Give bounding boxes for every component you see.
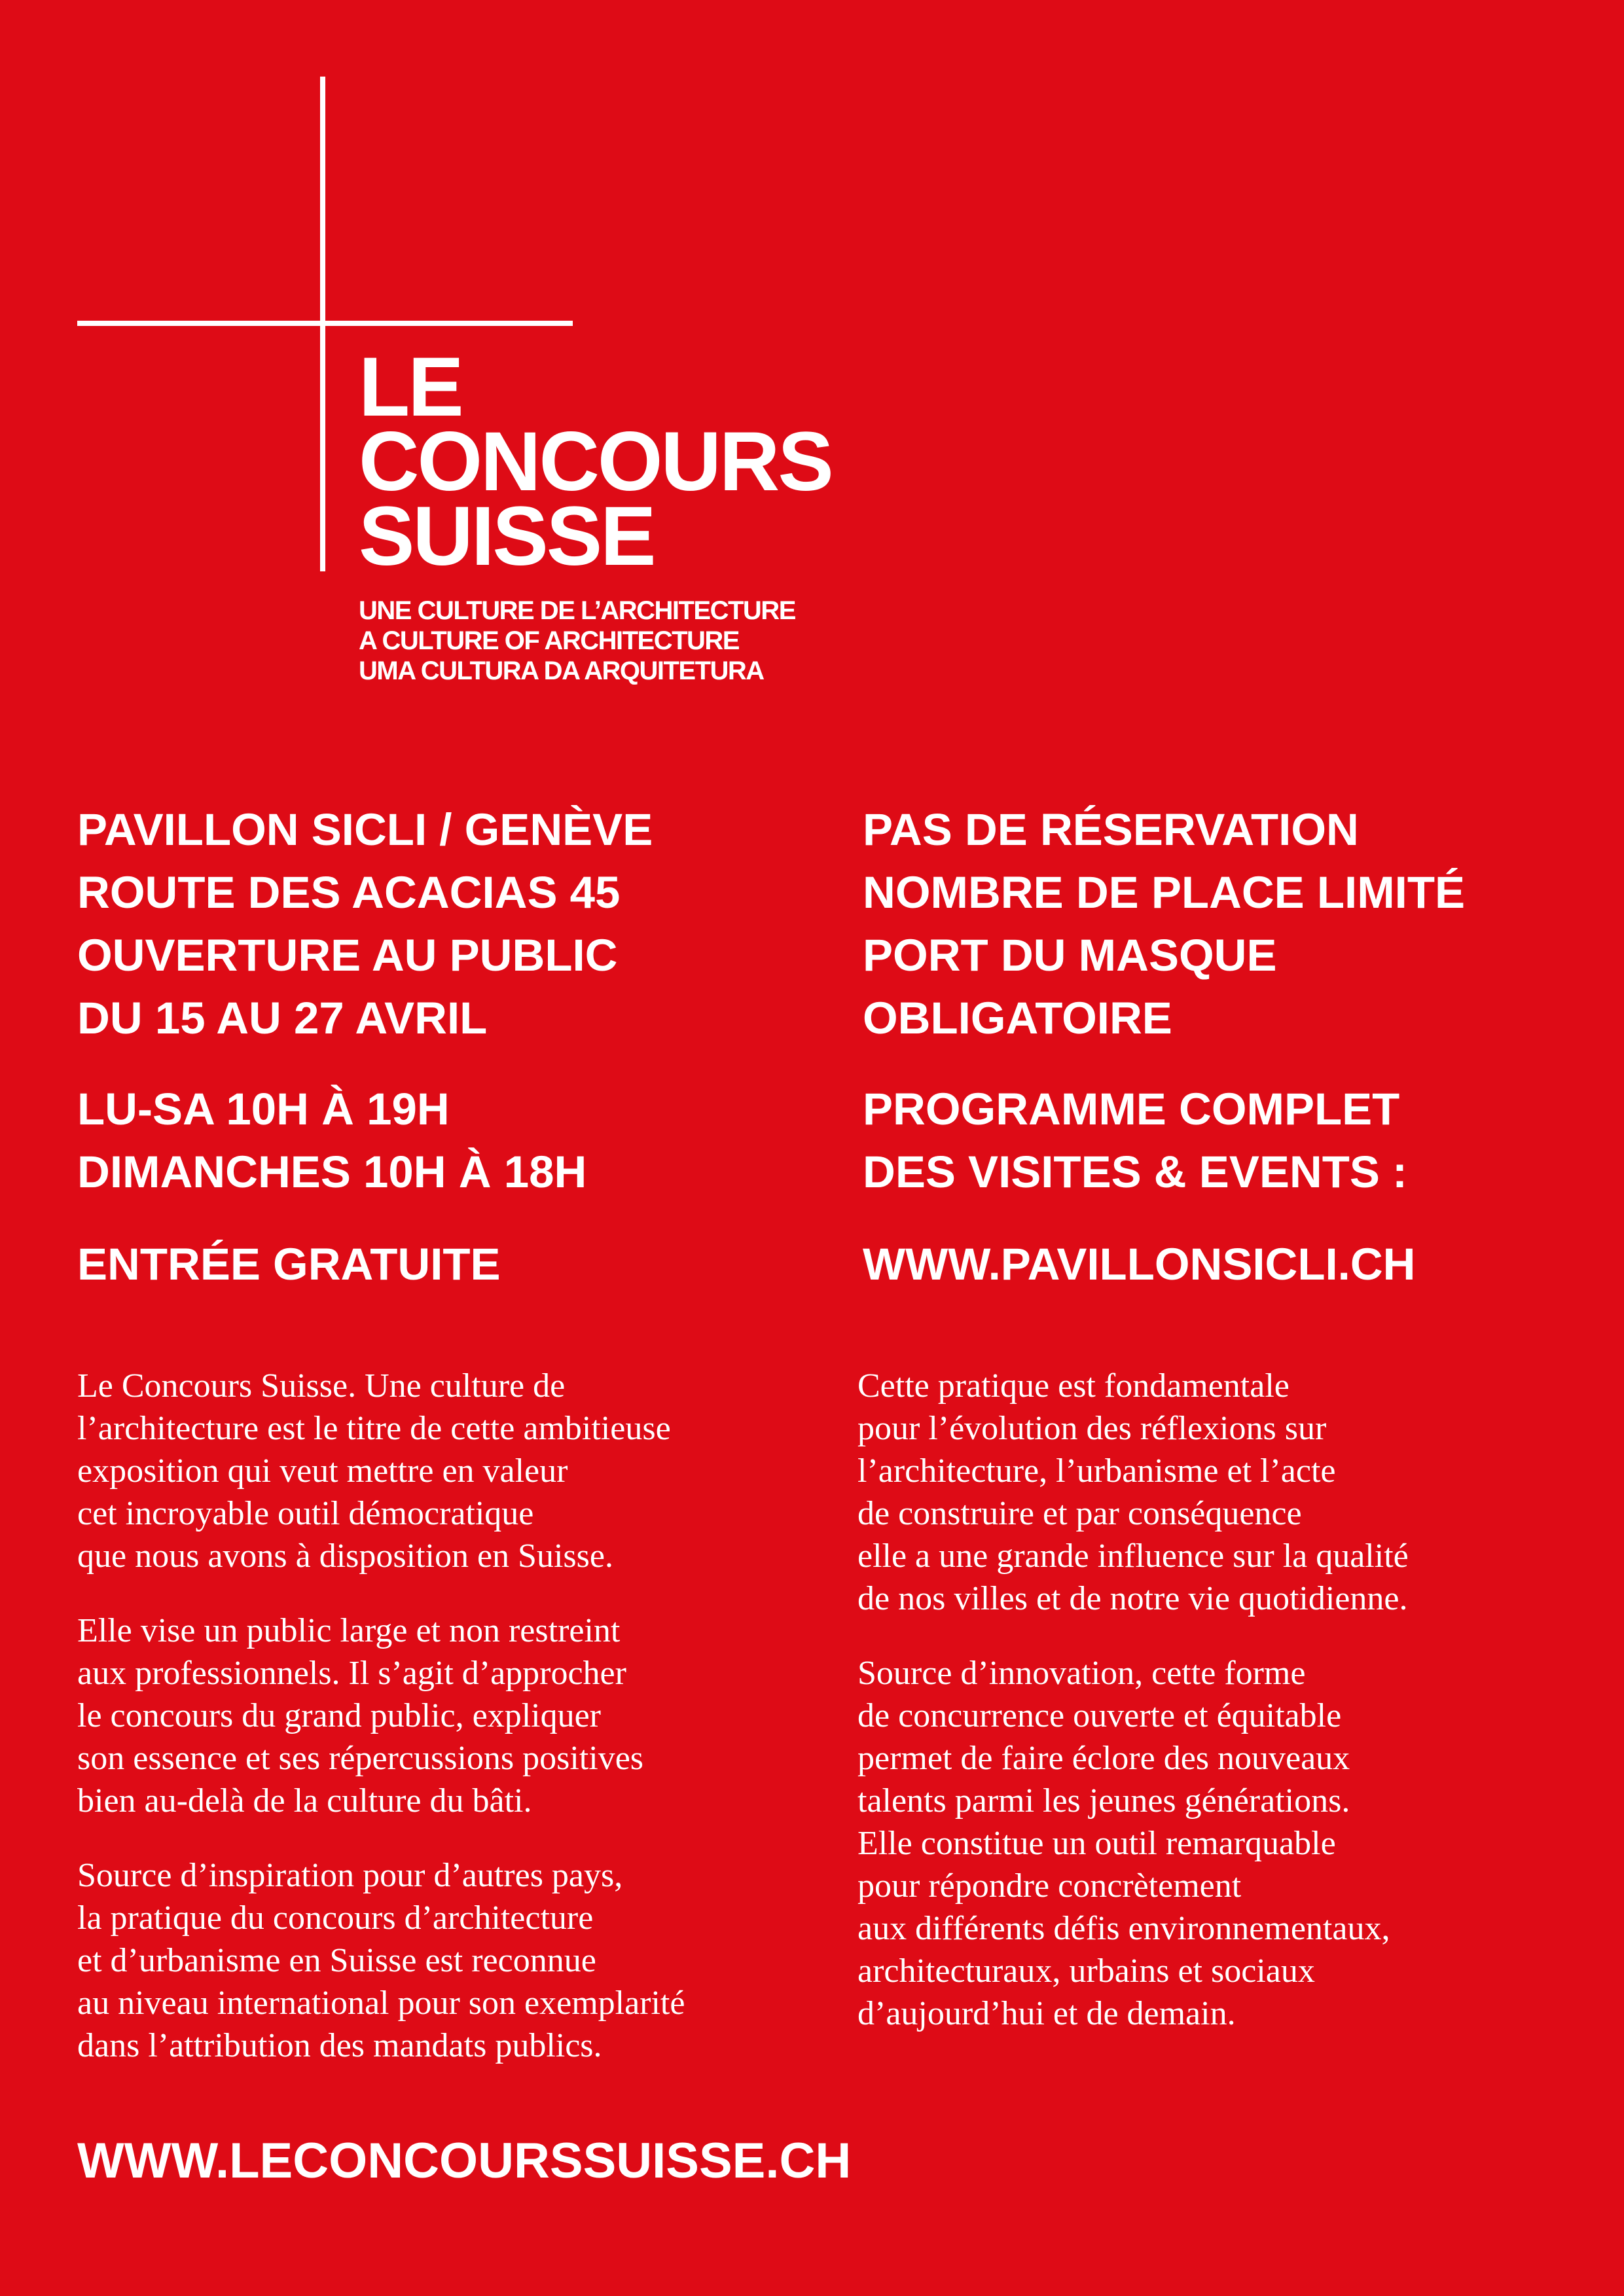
paragraph xyxy=(857,1365,1591,1620)
text-line: de construire et par conséquence xyxy=(857,1495,1302,1532)
logo-title xyxy=(359,340,832,583)
tagline-line: A CULTURE OF ARCHITECTURE xyxy=(359,626,739,655)
text-line: que nous avons à disposition en Suisse. xyxy=(77,1537,613,1575)
logo-title-line: SUISSE xyxy=(359,490,655,583)
visit-notice xyxy=(863,798,1465,1050)
text-line: dans l’attribution des mandats publics. xyxy=(77,2027,602,2064)
venue-line: DU 15 AU 27 AVRIL xyxy=(77,993,488,1043)
entry-text: ENTRÉE GRATUITE xyxy=(77,1239,501,1289)
text-line: Source d’inspiration pour d’autres pays, xyxy=(77,1857,623,1894)
text-line: aux différents défis environnementaux, xyxy=(857,1910,1390,1947)
notice-line: PORT DU MASQUE xyxy=(863,930,1277,980)
logo-tagline xyxy=(359,596,795,686)
text-line: elle a une grande influence sur la qualité xyxy=(857,1537,1409,1575)
text-line: Le Concours Suisse. Une culture de xyxy=(77,1367,566,1405)
entry-info xyxy=(77,1233,501,1296)
tagline-line: UNE CULTURE DE L’ARCHITECTURE xyxy=(359,596,795,625)
description-right xyxy=(857,1365,1591,2067)
text-line: le concours du grand public, expliquer xyxy=(77,1697,601,1734)
text-line: l’architecture, l’urbanisme et l’acte xyxy=(857,1452,1336,1490)
venue-info xyxy=(77,798,653,1050)
text-line: aux professionnels. Il s’agit d’approcher xyxy=(77,1655,626,1692)
text-line: de nos villes et de notre vie quotidienne. xyxy=(857,1580,1408,1617)
description-left xyxy=(77,1365,810,2099)
logo-cross-horizontal-line xyxy=(77,321,573,326)
logo-title-line: LE xyxy=(359,340,462,434)
notice-line: PAS DE RÉSERVATION xyxy=(863,804,1359,855)
venue-line: PAVILLON SICLI / GENÈVE xyxy=(77,804,653,855)
text-line: architecturaux, urbains et sociaux xyxy=(857,1952,1315,1990)
notice-line: OBLIGATOIRE xyxy=(863,993,1172,1043)
program-line: DES VISITES & EVENTS : xyxy=(863,1147,1408,1197)
text-line: cet incroyable outil démocratique xyxy=(77,1495,534,1532)
website-link[interactable]: WWW.LECONCOURSSUISSE.CH xyxy=(77,2133,852,2189)
text-line: pour répondre concrètement xyxy=(857,1867,1242,1905)
opening-hours xyxy=(77,1078,586,1204)
venue-line: OUVERTURE AU PUBLIC xyxy=(77,930,618,980)
text-line: Elle vise un public large et non restreint xyxy=(77,1612,621,1649)
program-line: PROGRAMME COMPLET xyxy=(863,1084,1400,1134)
paragraph xyxy=(857,1652,1591,2035)
text-line: Source d’innovation, cette forme xyxy=(857,1655,1306,1692)
venue-line: ROUTE DES ACACIAS 45 xyxy=(77,867,621,918)
tagline-line: UMA CULTURA DA ARQUITETURA xyxy=(359,656,764,685)
text-line: d’aujourd’hui et de demain. xyxy=(857,1995,1236,2032)
text-line: et d’urbanisme en Suisse est reconnue xyxy=(77,1942,596,1979)
text-line: au niveau international pour son exemplarité xyxy=(77,1984,685,2022)
text-line: bien au-delà de la culture du bâti. xyxy=(77,1782,532,1820)
program-link[interactable] xyxy=(863,1233,1416,1296)
text-line: talents parmi les jeunes générations. xyxy=(857,1782,1350,1820)
text-line: la pratique du concours d’architecture xyxy=(77,1899,594,1937)
text-line: permet de faire éclore des nouveaux xyxy=(857,1740,1350,1777)
text-line: de concurrence ouverte et équitable xyxy=(857,1697,1342,1734)
text-line: Cette pratique est fondamentale xyxy=(857,1367,1290,1405)
program-url[interactable]: WWW.PAVILLONSICLI.CH xyxy=(863,1239,1416,1289)
program-info xyxy=(863,1078,1407,1204)
paragraph xyxy=(77,1609,810,1822)
text-line: Elle constitue un outil remarquable xyxy=(857,1825,1336,1862)
hours-line: LU-SA 10H À 19H xyxy=(77,1084,450,1134)
text-line: son essence et ses répercussions positives xyxy=(77,1740,644,1777)
text-line: l’architecture est le titre de cette ambitieuse xyxy=(77,1410,671,1447)
paragraph xyxy=(77,1854,810,2067)
logo-title-line: CONCOURS xyxy=(359,415,832,509)
text-line: exposition qui veut mettre en valeur xyxy=(77,1452,568,1490)
paragraph xyxy=(77,1365,810,1577)
notice-line: NOMBRE DE PLACE LIMITÉ xyxy=(863,867,1466,918)
text-line: pour l’évolution des réflexions sur xyxy=(857,1410,1327,1447)
hours-line: DIMANCHES 10H À 18H xyxy=(77,1147,587,1197)
